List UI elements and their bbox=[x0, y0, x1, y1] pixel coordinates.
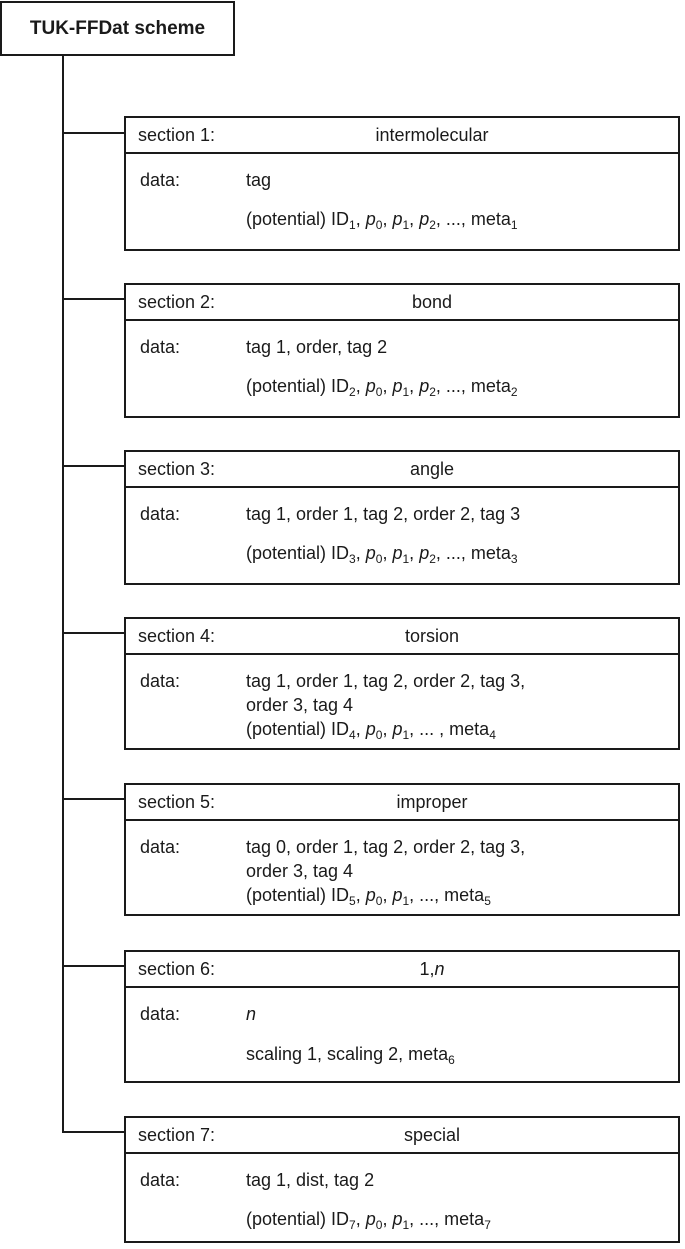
connector-section-5 bbox=[62, 798, 124, 800]
section-header bbox=[126, 285, 678, 321]
section-header bbox=[126, 952, 678, 988]
data-line-2: order 3, tag 4 bbox=[246, 695, 354, 715]
potential-line: (potential) $ID_4$, $p_0$, $p_1$, ... , meta$_4$ bbox=[246, 719, 496, 742]
data-label: data: bbox=[140, 1004, 181, 1024]
section-label: section 1: bbox=[138, 125, 216, 145]
scaling-line: scaling 1, scaling 2, meta$_6$ bbox=[246, 1044, 455, 1067]
section-label: section 2: bbox=[138, 292, 216, 312]
connector-section-1 bbox=[62, 132, 124, 134]
section-name: improper bbox=[396, 792, 468, 812]
data-line-2: order 3, tag 4 bbox=[246, 861, 354, 881]
section-name: torsion bbox=[404, 626, 460, 646]
data-line-1: tag 0, order 1, tag 2, order 2, tag 3, bbox=[246, 837, 526, 857]
data-label: data: bbox=[140, 1170, 181, 1190]
data-line-1: tag bbox=[246, 170, 272, 190]
section-header bbox=[126, 118, 678, 154]
potential-line: (potential) $ID_3$, $p_0$, $p_1$, $p_2$, ..., meta$_3$ bbox=[246, 543, 518, 566]
data-line-1: tag 1, order 1, tag 2, order 2, tag 3, bbox=[246, 671, 526, 691]
section-4-box bbox=[124, 617, 680, 750]
section-name: intermolecular bbox=[375, 125, 489, 145]
potential-line: (potential) $ID_2$, $p_0$, $p_1$, $p_2$, ..., meta$_2$ bbox=[246, 376, 518, 399]
section-7-box bbox=[124, 1116, 680, 1243]
potential-line: (potential) $ID_5$, $p_0$, $p_1$, ..., meta$_5$ bbox=[246, 885, 491, 908]
section-label: section 6: bbox=[138, 959, 216, 979]
scheme-title: TUK-FFDat scheme bbox=[29, 17, 206, 39]
potential-line: (potential) $ID_1$, $p_0$, $p_1$, $p_2$, ..., meta$_1$ bbox=[246, 209, 518, 232]
section-3-box bbox=[124, 450, 680, 585]
section-label: section 3: bbox=[138, 459, 216, 479]
section-header bbox=[126, 452, 678, 488]
data-label: data: bbox=[140, 837, 181, 857]
section-2-box bbox=[124, 283, 680, 418]
connector-section-7 bbox=[62, 1131, 124, 1133]
section-6-box bbox=[124, 950, 680, 1083]
connector-section-4 bbox=[62, 632, 124, 634]
data-line-1: n bbox=[246, 1004, 257, 1024]
section-header bbox=[126, 785, 678, 821]
scheme-title-box bbox=[0, 1, 235, 56]
section-label: section 5: bbox=[138, 792, 216, 812]
section-label: section 4: bbox=[138, 626, 216, 646]
data-label: data: bbox=[140, 504, 181, 524]
data-label: data: bbox=[140, 671, 181, 691]
data-line-1: tag 1, order 1, tag 2, order 2, tag 3 bbox=[246, 504, 521, 524]
data-line-1: tag 1, order, tag 2 bbox=[246, 337, 388, 357]
connector-section-2 bbox=[62, 298, 124, 300]
data-label: data: bbox=[140, 337, 181, 357]
section-1-box bbox=[124, 116, 680, 251]
section-name: 1,n bbox=[419, 959, 445, 979]
section-label: section 7: bbox=[138, 1125, 216, 1145]
data-line-1: tag 1, dist, tag 2 bbox=[246, 1170, 375, 1190]
connector-section-6 bbox=[62, 965, 124, 967]
section-name: bond bbox=[411, 292, 453, 312]
tree-trunk-line bbox=[62, 56, 64, 1133]
section-header bbox=[126, 619, 678, 655]
section-header bbox=[126, 1118, 678, 1154]
potential-line: (potential) $ID_7$, $p_0$, $p_1$, ..., meta$_7$ bbox=[246, 1209, 491, 1232]
section-5-box bbox=[124, 783, 680, 916]
section-name: special bbox=[403, 1125, 461, 1145]
connector-section-3 bbox=[62, 465, 124, 467]
section-name: angle bbox=[409, 459, 455, 479]
data-label: data: bbox=[140, 170, 181, 190]
